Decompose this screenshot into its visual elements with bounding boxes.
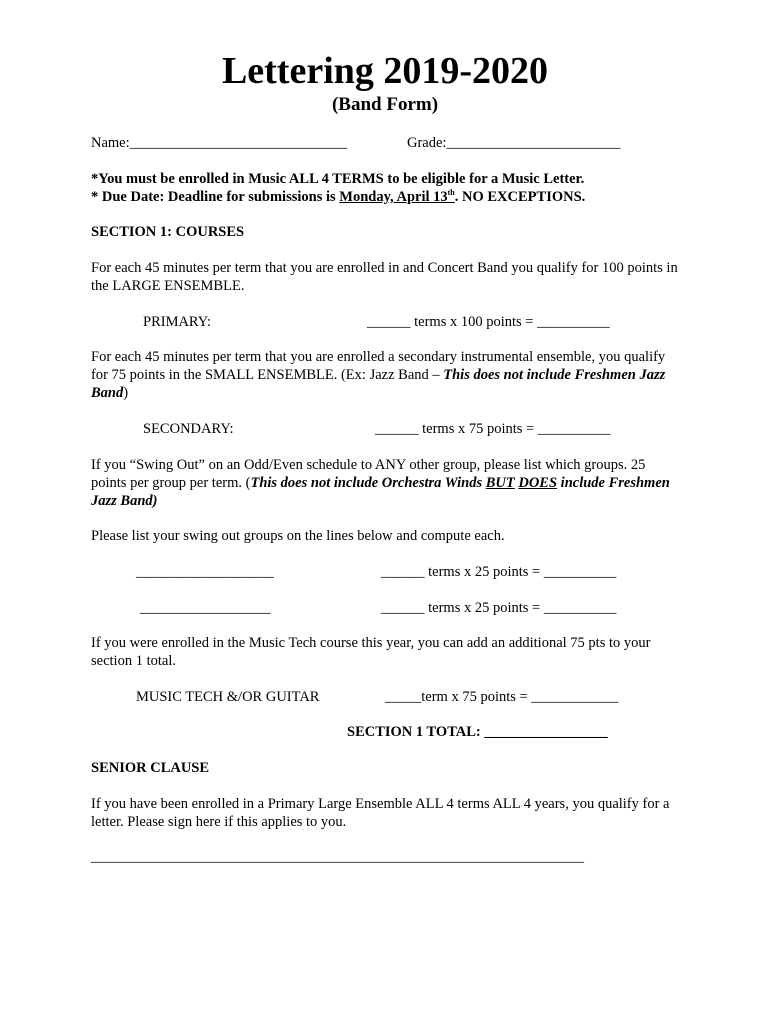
music-tech-label: MUSIC TECH &/OR GUITAR xyxy=(136,689,320,705)
primary-description: For each 45 minutes per term that you are enrolled in and Concert Band you qualify for 100 points in the LARGE ENSEMBLE. xyxy=(91,260,678,294)
grade-field[interactable]: Grade:________________________ xyxy=(407,135,621,151)
music-tech-description: If you were enrolled in the Music Tech course this year, you can add an additional 75 pts to your section 1 total. xyxy=(91,635,651,669)
enrollment-notice: *You must be enrolled in Music ALL 4 TERMS to be eligible for a Music Letter. xyxy=(91,171,585,187)
senior-clause-description: If you have been enrolled in a Primary Large Ensemble ALL 4 terms ALL 4 years, you qualify for a letter. Please sign here if this applies to you. xyxy=(91,796,670,830)
music-tech-calc-field[interactable]: _____term x 75 points = ____________ xyxy=(385,689,619,705)
due-date-notice xyxy=(91,188,585,206)
section1-total-label: SECTION 1 TOTAL: xyxy=(347,724,485,740)
section1-total xyxy=(347,723,608,741)
due-date-prefix: * Due Date: Deadline for submissions is xyxy=(91,189,340,205)
swing-group-line-1[interactable]: ___________________ xyxy=(136,564,274,580)
name-field[interactable]: Name:______________________________ xyxy=(91,135,348,151)
due-date-suffix: . NO EXCEPTIONS. xyxy=(454,189,586,205)
swing-list-instruction: Please list your swing out groups on the lines below and compute each. xyxy=(91,528,505,544)
swing-out-description: If you “Swing Out” on an Odd/Even schedule to ANY other group, please list which groups. 25 points per group per term. (This does not include Orchestra Winds BUT DOES include Freshmen Jazz Band) xyxy=(91,457,670,509)
secondary-description: For each 45 minutes per term that you are enrolled a secondary instrumental ensemble, you qualify for 75 points in the SMALL ENSEMBLE. (Ex: Jazz Band – This does not include Freshmen Jazz Band) xyxy=(91,349,666,401)
swing-calc-field-2[interactable]: ______ terms x 25 points = __________ xyxy=(381,600,617,616)
signature-line[interactable]: ____________________________________________________________________ xyxy=(91,849,584,865)
section1-total-field[interactable]: _________________ xyxy=(484,724,608,740)
primary-label: PRIMARY: xyxy=(143,314,211,330)
swing-calc-field-1[interactable]: ______ terms x 25 points = __________ xyxy=(381,564,617,580)
due-date-value: Monday, April 13th xyxy=(339,188,455,205)
swing-group-line-2[interactable]: __________________ xyxy=(140,600,271,616)
primary-calc-field[interactable]: ______ terms x 100 points = __________ xyxy=(367,314,610,330)
secondary-label: SECONDARY: xyxy=(143,421,234,437)
senior-clause-heading: SENIOR CLAUSE xyxy=(91,760,210,776)
secondary-calc-field[interactable]: ______ terms x 75 points = __________ xyxy=(375,421,611,437)
page-title: Lettering 2019-2020 xyxy=(221,50,549,92)
page-subtitle: (Band Form) xyxy=(331,94,439,115)
section1-heading: SECTION 1: COURSES xyxy=(91,224,245,240)
